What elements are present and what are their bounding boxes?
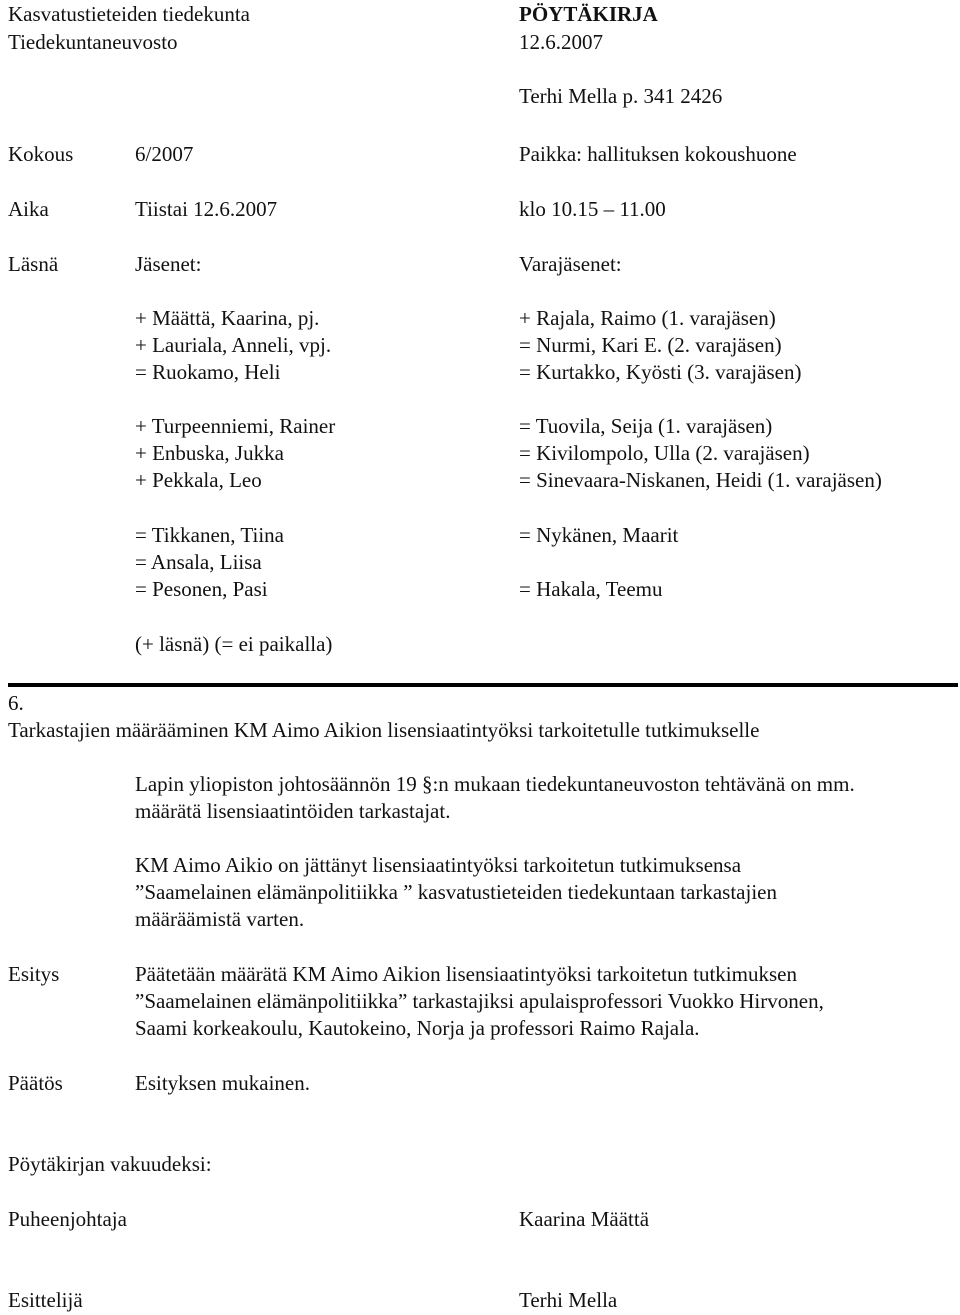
member-item: = Ruokamo, Heli xyxy=(135,360,281,384)
member-item: = Pesonen, Pasi xyxy=(135,577,268,601)
attendance-legend: (+ läsnä) (= ei paikalla) xyxy=(135,632,333,656)
meeting-place: Paikka: hallituksen kokoushuone xyxy=(519,142,797,166)
deputy-item: = Tuovila, Seija (1. varajäsen) xyxy=(519,414,773,438)
decision-label: Päätös xyxy=(8,1071,63,1095)
meeting-number: 6/2007 xyxy=(135,142,194,166)
present-label: Läsnä xyxy=(8,252,59,276)
deputies-header: Varajäsenet: xyxy=(519,252,622,276)
certification-label: Pöytäkirjan vakuudeksi: xyxy=(8,1152,212,1176)
paragraph-line: KM Aimo Aikio on jättänyt lisensiaatintyöksi tarkoitetun tutkimuksensa xyxy=(135,853,742,877)
deputy-item: = Sinevaara-Niskanen, Heidi (1. varajäsen) xyxy=(519,468,882,492)
chair-name: Kaarina Määttä xyxy=(519,1207,650,1231)
member-item: + Määttä, Kaarina, pj. xyxy=(135,306,320,330)
time-label: Aika xyxy=(8,197,49,221)
meeting-label: Kokous xyxy=(8,142,74,166)
meeting-date: Tiistai 12.6.2007 xyxy=(135,197,278,221)
deputy-item: = Kurtakko, Kyösti (3. varajäsen) xyxy=(519,360,802,384)
presenter-label: Esittelijä xyxy=(8,1288,83,1312)
member-item: + Lauriala, Anneli, vpj. xyxy=(135,333,332,357)
section-divider xyxy=(8,683,958,687)
deputy-item: = Kivilompolo, Ulla (2. varajäsen) xyxy=(519,441,810,465)
member-item: + Pekkala, Leo xyxy=(135,468,262,492)
members-header: Jäsenet: xyxy=(135,252,202,276)
faculty-name: Kasvatustieteiden tiedekunta xyxy=(8,2,251,26)
paragraph-line: määräämistä varten. xyxy=(135,907,305,931)
paragraph-line: määrätä lisensiaatintöiden tarkastajat. xyxy=(135,799,451,823)
deputy-item: + Rajala, Raimo (1. varajäsen) xyxy=(519,306,776,330)
meeting-time: klo 10.15 – 11.00 xyxy=(519,197,666,221)
item-number: 6. xyxy=(8,691,24,715)
decision-text: Esityksen mukainen. xyxy=(135,1071,310,1095)
proposal-label: Esitys xyxy=(8,962,60,986)
deputy-item: = Hakala, Teemu xyxy=(519,577,663,601)
proposal-line: ”Saamelainen elämänpolitiikka” tarkastajiksi apulaisprofessori Vuokko Hirvonen, xyxy=(135,989,824,1013)
contact-info: Terhi Mella p. 341 2426 xyxy=(519,84,723,108)
deputy-item: = Nurmi, Kari E. (2. varajäsen) xyxy=(519,333,782,357)
document-type: PÖYTÄKIRJA xyxy=(519,2,658,26)
proposal-line: Päätetään määrätä KM Aimo Aikion lisensiaatintyöksi tarkoitetun tutkimuksen xyxy=(135,962,797,986)
item-title: Tarkastajien määrääminen KM Aimo Aikion lisensiaatintyöksi tarkoitetulle tutkimukselle xyxy=(8,718,760,742)
council-name: Tiedekuntaneuvosto xyxy=(8,30,178,54)
document-date: 12.6.2007 xyxy=(519,30,603,54)
member-item: = Ansala, Liisa xyxy=(135,550,262,574)
proposal-line: Saami korkeakoulu, Kautokeino, Norja ja professori Raimo Rajala. xyxy=(135,1016,700,1040)
member-item: = Tikkanen, Tiina xyxy=(135,523,284,547)
presenter-name: Terhi Mella xyxy=(519,1288,618,1312)
member-item: + Enbuska, Jukka xyxy=(135,441,284,465)
deputy-item: = Nykänen, Maarit xyxy=(519,523,679,547)
paragraph-line: ”Saamelainen elämänpolitiikka ” kasvatustieteiden tiedekuntaan tarkastajien xyxy=(135,880,777,904)
paragraph-line: Lapin yliopiston johtosäännön 19 §:n mukaan tiedekuntaneuvoston tehtävänä on mm. xyxy=(135,772,855,796)
member-item: + Turpeenniemi, Rainer xyxy=(135,414,336,438)
chair-label: Puheenjohtaja xyxy=(8,1207,127,1231)
